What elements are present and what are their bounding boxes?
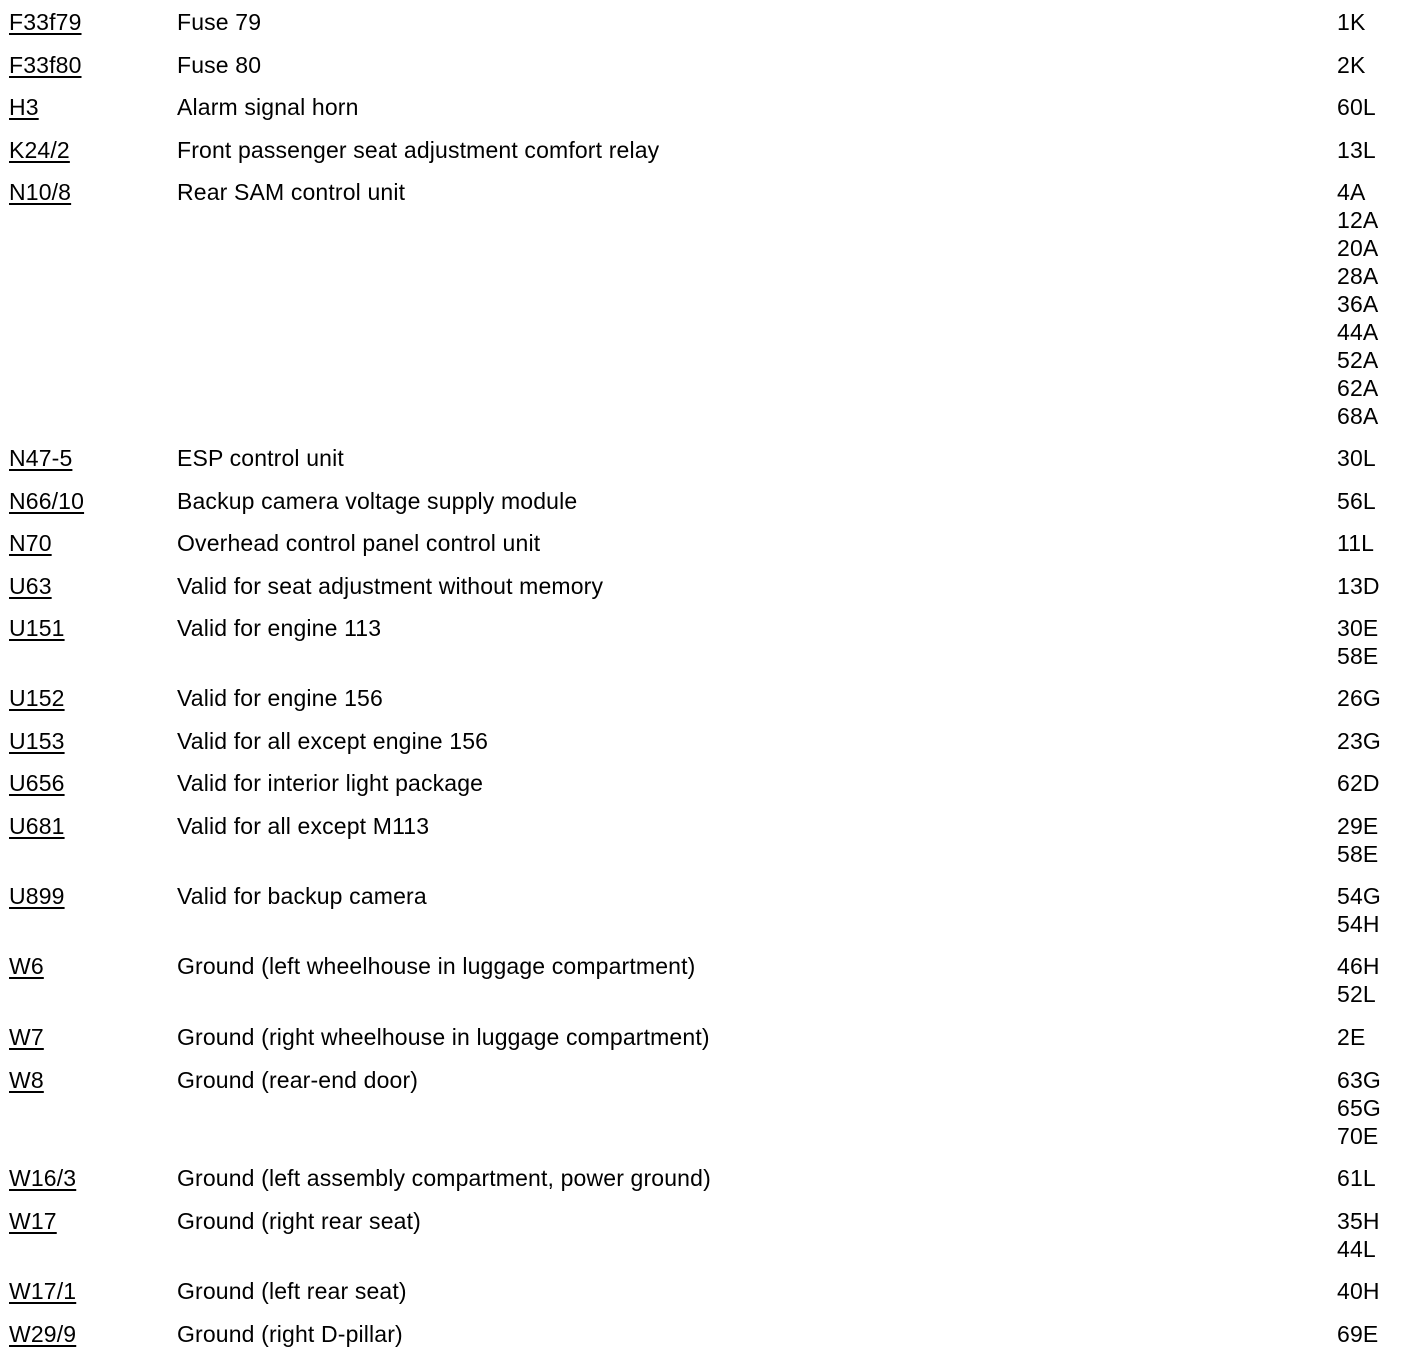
- component-code-link[interactable]: N10/8: [9, 179, 72, 205]
- component-description: Ground (left wheelhouse in luggage compartment): [177, 953, 696, 979]
- component-description: Ground (left assembly compartment, power ground): [177, 1165, 711, 1191]
- grid-coordinate: 52A: [1337, 347, 1379, 373]
- grid-coordinate: 56L: [1337, 488, 1376, 514]
- grid-coordinate: 20A: [1337, 235, 1379, 261]
- component-code-link[interactable]: W17/1: [9, 1278, 77, 1304]
- grid-coordinate: 69E: [1337, 1321, 1379, 1347]
- grid-coordinate: 61L: [1337, 1165, 1376, 1191]
- component-code-link[interactable]: U656: [9, 770, 65, 796]
- component-description: Rear SAM control unit: [177, 179, 406, 205]
- grid-coordinate: 13D: [1337, 573, 1380, 599]
- component-code-link[interactable]: N66/10: [9, 488, 85, 514]
- component-description: Backup camera voltage supply module: [177, 488, 578, 514]
- component-description: Front passenger seat adjustment comfort relay: [177, 137, 660, 163]
- component-code-link[interactable]: U63: [9, 573, 52, 599]
- grid-coordinate-list: [1337, 952, 1380, 1008]
- grid-coordinate: 2K: [1337, 52, 1366, 78]
- grid-coordinate-list: [1337, 1320, 1378, 1348]
- component-code-link[interactable]: K24/2: [9, 137, 70, 163]
- grid-coordinate: 35H: [1337, 1208, 1380, 1234]
- grid-coordinate: 2E: [1337, 1024, 1366, 1050]
- grid-coordinate: 54H: [1337, 911, 1380, 937]
- grid-coordinate-list: [1337, 51, 1365, 79]
- grid-coordinate-list: [1337, 727, 1381, 755]
- grid-coordinate-list: [1337, 1023, 1365, 1051]
- component-description: Ground (right D-pillar): [177, 1321, 403, 1347]
- grid-coordinate: 28A: [1337, 263, 1379, 289]
- component-code-link[interactable]: U151: [9, 615, 65, 641]
- grid-coordinate-list: [1337, 1277, 1380, 1305]
- component-code-link[interactable]: N70: [9, 530, 52, 556]
- grid-coordinate: 36A: [1337, 291, 1379, 317]
- component-code-link[interactable]: N47-5: [9, 445, 73, 471]
- grid-coordinate-list: [1337, 1164, 1376, 1192]
- grid-coordinate-list: [1337, 684, 1381, 712]
- component-code-link[interactable]: U153: [9, 728, 65, 754]
- grid-coordinate: 44A: [1337, 319, 1379, 345]
- grid-coordinate: 65G: [1337, 1095, 1381, 1121]
- grid-coordinate-list: [1337, 769, 1380, 797]
- grid-coordinate: 11L: [1337, 530, 1375, 556]
- grid-coordinate-list: [1337, 178, 1378, 430]
- component-description: Overhead control panel control unit: [177, 530, 541, 556]
- component-code-link[interactable]: W17: [9, 1208, 57, 1234]
- component-description: Ground (left rear seat): [177, 1278, 407, 1304]
- component-description: Valid for all except engine 156: [177, 728, 489, 754]
- grid-coordinate: 62D: [1337, 770, 1380, 796]
- component-code-link[interactable]: U152: [9, 685, 65, 711]
- grid-coordinate: 58E: [1337, 643, 1379, 669]
- component-code-link[interactable]: U899: [9, 883, 65, 909]
- component-description: Valid for all except M113: [177, 813, 430, 839]
- grid-coordinate-list: [1337, 93, 1376, 121]
- grid-coordinate-list: [1337, 1207, 1380, 1263]
- grid-coordinate-list: [1337, 1066, 1381, 1150]
- grid-coordinate-list: [1337, 487, 1376, 515]
- grid-coordinate: 4A: [1337, 179, 1366, 205]
- grid-coordinate-list: [1337, 572, 1380, 600]
- grid-coordinate-list: [1337, 8, 1365, 36]
- grid-coordinate: 13L: [1337, 137, 1376, 163]
- grid-coordinate: 23G: [1337, 728, 1381, 754]
- grid-coordinate: 70E: [1337, 1123, 1379, 1149]
- component-description: Valid for engine 156: [177, 685, 383, 711]
- component-description: Ground (right rear seat): [177, 1208, 421, 1234]
- grid-coordinate-list: [1337, 882, 1381, 938]
- grid-coordinate: 46H: [1337, 953, 1380, 979]
- component-description: Fuse 80: [177, 52, 262, 78]
- component-code-link[interactable]: F33f79: [9, 9, 82, 35]
- component-code-link[interactable]: F33f80: [9, 52, 82, 78]
- grid-coordinate: 44L: [1337, 1236, 1376, 1262]
- component-description: Valid for backup camera: [177, 883, 427, 909]
- grid-coordinate: 54G: [1337, 883, 1381, 909]
- component-description: Valid for seat adjustment without memory: [177, 573, 604, 599]
- grid-coordinate: 68A: [1337, 403, 1379, 429]
- grid-coordinate: 62A: [1337, 375, 1379, 401]
- component-code-link[interactable]: W29/9: [9, 1321, 77, 1347]
- grid-coordinate: 63G: [1337, 1067, 1381, 1093]
- component-code-link[interactable]: H3: [9, 94, 39, 120]
- component-description: Ground (rear-end door): [177, 1067, 419, 1093]
- component-description: Alarm signal horn: [177, 94, 359, 120]
- grid-coordinate-list: [1337, 812, 1378, 868]
- component-description: Valid for engine 113: [177, 615, 382, 641]
- component-description: Ground (right wheelhouse in luggage compartment): [177, 1024, 710, 1050]
- grid-coordinate-list: [1337, 614, 1378, 670]
- component-description: Fuse 79: [177, 9, 262, 35]
- grid-coordinate: 12A: [1337, 207, 1379, 233]
- component-description: Valid for interior light package: [177, 770, 484, 796]
- component-code-link[interactable]: W7: [9, 1024, 44, 1050]
- grid-coordinate: 52L: [1337, 981, 1376, 1007]
- grid-coordinate: 58E: [1337, 841, 1379, 867]
- grid-coordinate: 30E: [1337, 615, 1379, 641]
- component-code-link[interactable]: W8: [9, 1067, 44, 1093]
- component-code-link[interactable]: W16/3: [9, 1165, 77, 1191]
- grid-coordinate: 26G: [1337, 685, 1381, 711]
- grid-coordinate-list: [1337, 529, 1374, 557]
- grid-coordinate: 29E: [1337, 813, 1379, 839]
- grid-coordinate-list: [1337, 136, 1376, 164]
- component-code-link[interactable]: W6: [9, 953, 44, 979]
- grid-coordinate: 30L: [1337, 445, 1376, 471]
- component-code-link[interactable]: U681: [9, 813, 65, 839]
- grid-coordinate: 40H: [1337, 1278, 1380, 1304]
- grid-coordinate-list: [1337, 444, 1376, 472]
- grid-coordinate: 1K: [1337, 9, 1366, 35]
- component-description: ESP control unit: [177, 445, 344, 471]
- grid-coordinate: 60L: [1337, 94, 1376, 120]
